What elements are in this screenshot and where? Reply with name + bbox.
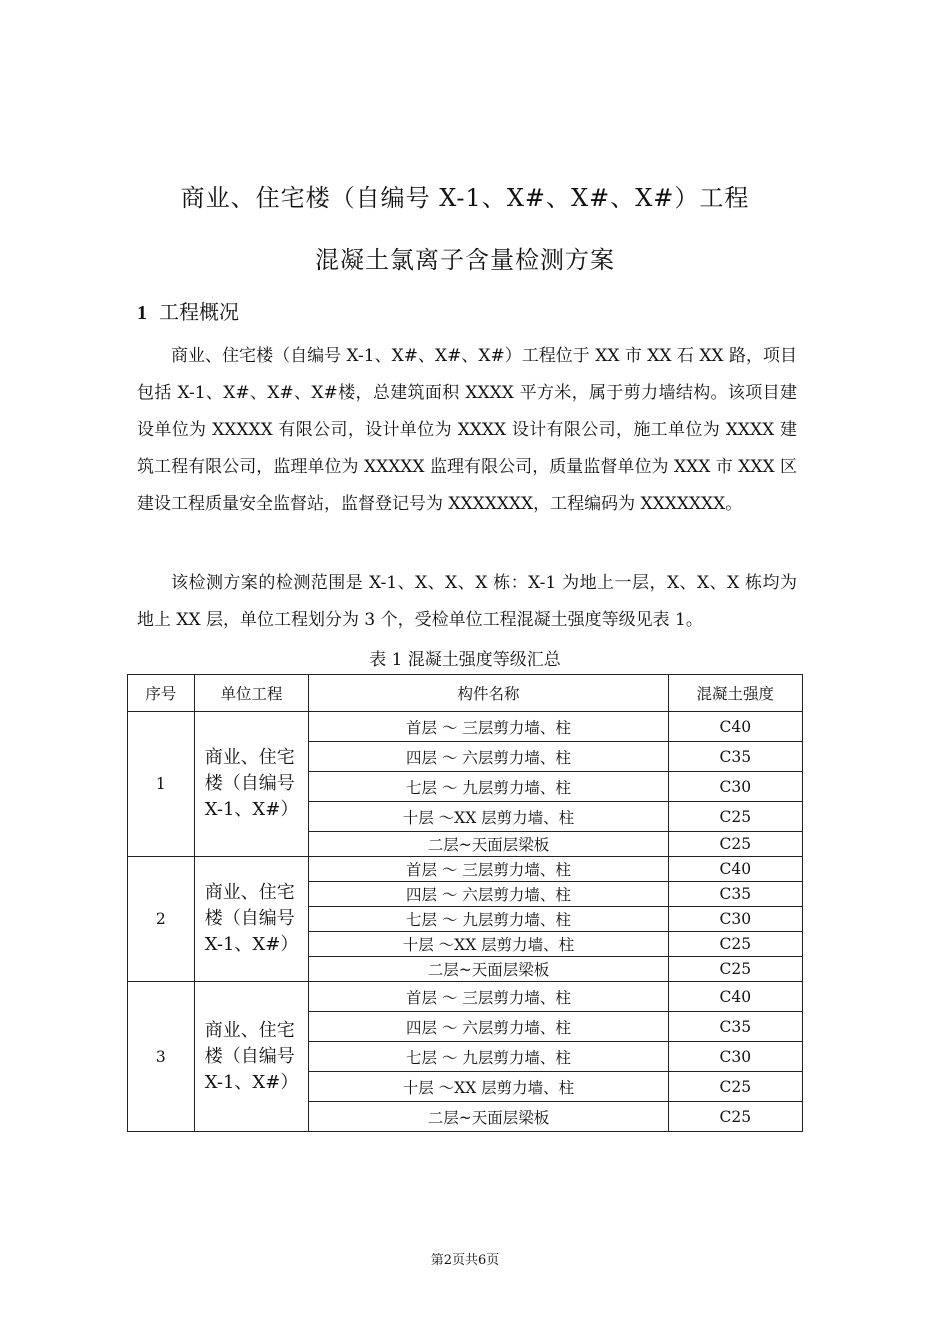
page-footer: 第2页共6页: [430, 1253, 500, 1268]
cell-grade: C35: [668, 882, 802, 907]
document-title-line1: 商业、住宅楼（自编号 X-1、X#、X#、X#）工程: [180, 184, 750, 212]
cell-grade: C30: [668, 772, 802, 802]
cell-grade: C30: [668, 907, 802, 932]
table-row: [128, 857, 803, 882]
table-caption: 表 1 混凝土强度等级汇总: [369, 650, 561, 670]
cell-grade: C35: [668, 742, 802, 772]
cell-grade: C25: [668, 932, 802, 957]
cell-component: 首层 ～ 三层剪力墙、柱: [309, 712, 668, 742]
cell-index: 1: [128, 712, 195, 857]
cell-grade: C25: [668, 832, 802, 857]
cell-component: 首层 ～ 三层剪力墙、柱: [309, 857, 668, 882]
cell-component: 七层 ～ 九层剪力墙、柱: [309, 907, 668, 932]
cell-component: 四层 ～ 六层剪力墙、柱: [309, 742, 668, 772]
cell-index: 2: [128, 857, 195, 982]
document-title-line2: 混凝土氯离子含量检测方案: [315, 246, 615, 274]
table-row: [128, 712, 803, 742]
table-row: [128, 982, 803, 1012]
concrete-grade-table: [127, 674, 803, 1132]
cell-grade: C25: [668, 1102, 802, 1132]
header-index: 序号: [128, 675, 195, 712]
unit-text: 商业、住宅楼（自编号 X-1、X#）: [204, 882, 299, 955]
unit-text: 商业、住宅楼（自编号 X-1、X#）: [204, 747, 299, 820]
cell-grade: C30: [668, 1042, 802, 1072]
section-number: 1: [137, 302, 147, 324]
cell-unit: [194, 857, 309, 982]
cell-component: 七层 ～ 九层剪力墙、柱: [309, 1042, 668, 1072]
cell-unit: [194, 982, 309, 1132]
cell-component: 十层 ～XX 层剪力墙、柱: [309, 932, 668, 957]
unit-text: 商业、住宅楼（自编号 X-1、X#）: [204, 1019, 299, 1093]
section-heading: [137, 296, 239, 325]
table-header-row: [128, 675, 803, 712]
cell-component: 二层~天面层梁板: [309, 1102, 668, 1132]
cell-component: 十层 ～XX 层剪力墙、柱: [309, 802, 668, 832]
cell-grade: C25: [668, 802, 802, 832]
header-grade: 混凝土强度: [668, 675, 802, 712]
cell-component: 七层 ～ 九层剪力墙、柱: [309, 772, 668, 802]
cell-component: 首层 ～ 三层剪力墙、柱: [309, 982, 668, 1012]
cell-grade: C25: [668, 1072, 802, 1102]
cell-component: 二层~天面层梁板: [309, 957, 668, 982]
paragraph-scope: 该检测方案的检测范围是 X-1、X、X、X 栋：X-1 为地上一层，X、X、X 栋均为地上 XX 层，单位工程划分为 3 个，受检单位工程混凝土强度等级见表 1。: [137, 573, 797, 630]
cell-grade: C40: [668, 857, 802, 882]
header-component: 构件名称: [309, 675, 668, 712]
header-unit: 单位工程: [194, 675, 309, 712]
section-title: 工程概况: [159, 300, 239, 324]
cell-grade: C40: [668, 712, 802, 742]
cell-grade: C40: [668, 982, 802, 1012]
cell-component: 四层 ～ 六层剪力墙、柱: [309, 1012, 668, 1042]
cell-grade: C25: [668, 957, 802, 982]
cell-grade: C35: [668, 1012, 802, 1042]
cell-component: 二层~天面层梁板: [309, 832, 668, 857]
cell-component: 十层 ～XX 层剪力墙、柱: [309, 1072, 668, 1102]
cell-unit: [194, 712, 309, 857]
cell-index: 3: [128, 982, 195, 1132]
paragraph-overview: 商业、住宅楼（自编号 X-1、X#、X#、X#）工程位于 XX 市 XX 石 XX 路，项目包括 X-1、X#、X#、X#楼，总建筑面积 XXXX 平方米，属于剪力墙结构。该项目建设单位为 XXXXX 有限公司，设计单位为 XXXX 设计有限公司，施工单位为 XXXX 建筑工程有限公司，监理单位为 XXXXX 监理有限公司，质量监督单位为 XXX 市 XXX 区建设工程质量安全监督站，监督登记号为 XXXXXXX，工程编码为 XXXXXXX。: [137, 346, 797, 514]
cell-component: 四层 ～ 六层剪力墙、柱: [309, 882, 668, 907]
